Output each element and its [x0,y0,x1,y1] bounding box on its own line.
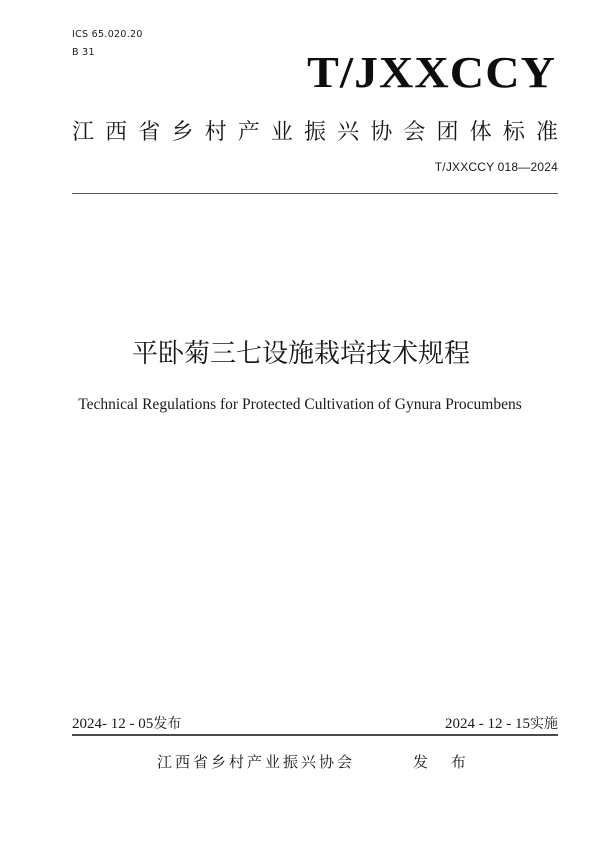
organization-standard-title [72,117,558,149]
issue-date [72,714,181,734]
org-char: 标 [502,120,525,145]
standard-number: T/JXXCCY 018—2024 [434,160,558,174]
issue-date-label: 发布 [153,716,182,732]
org-char: 体 [469,120,492,145]
org-char: 协 [370,120,393,145]
publish-label: 发 布 [413,753,475,771]
standard-code-logo: T/JXXCCY [307,48,556,97]
publisher-name: 江西省乡村产业振兴协会 [157,753,356,771]
org-char: 业 [270,120,293,145]
implementation-date-value: 2024 - 12 - 15 [445,716,530,732]
org-char: 兴 [337,120,360,145]
org-char: 产 [237,120,260,145]
org-char: 西 [105,120,128,145]
bottom-divider [72,734,558,736]
org-char: 团 [436,120,459,145]
org-char: 省 [138,120,161,145]
implementation-date-label: 实施 [530,716,558,732]
org-char: 准 [535,120,558,145]
ics-code: ICS 65.020.20 [72,29,143,40]
implementation-date [445,714,558,734]
org-char: 乡 [171,120,194,145]
document-title-en: Technical Regulations for Protected Cultivation of Gynura Procumbens [78,396,522,413]
org-char: 村 [204,120,227,145]
ccs-code: B 31 [72,47,95,58]
issue-date-value: 2024- 12 - 05 [72,716,154,732]
org-char: 振 [303,120,326,145]
top-divider [72,193,558,194]
org-char: 江 [72,120,95,145]
document-title-zh: 平卧菊三七设施栽培技术规程 [131,339,470,369]
org-char: 会 [403,120,426,145]
